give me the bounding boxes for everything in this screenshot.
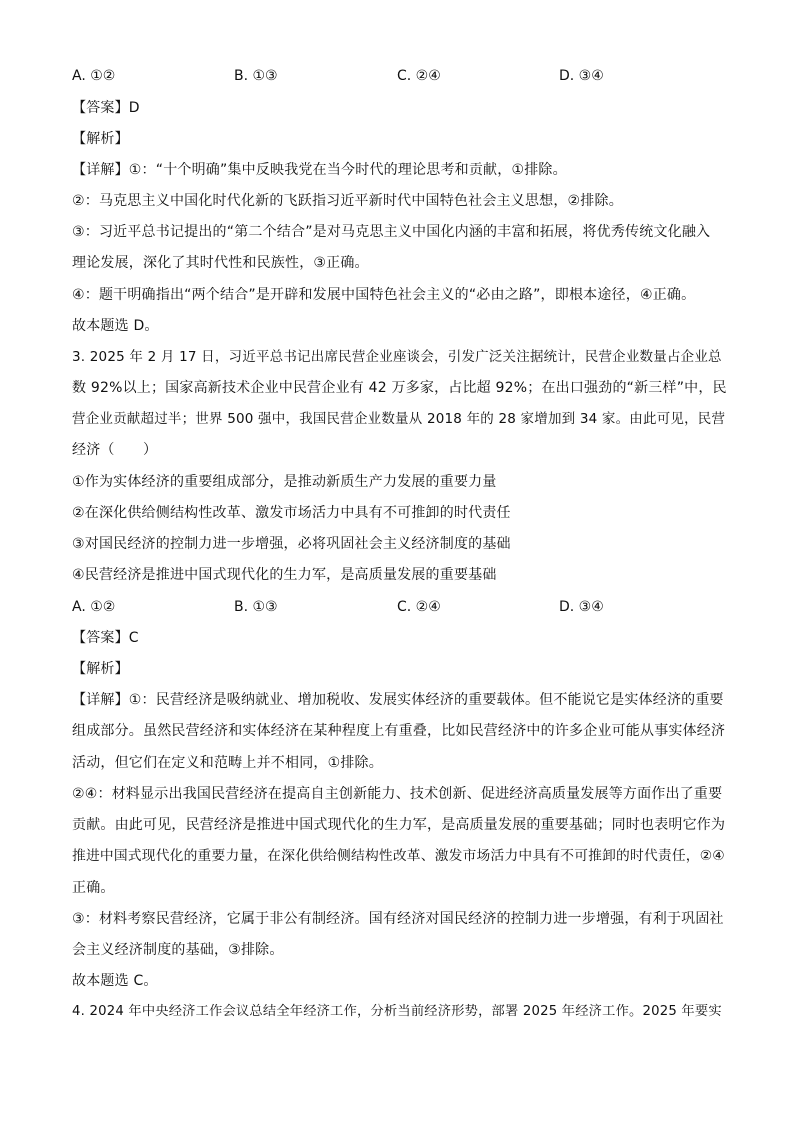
q2-detail-3a: ③：习近平总书记提出的“第二个结合”是对马克思主义中国化内涵的丰富和拓展，将优秀传统文化融入 [72,224,711,240]
q3-item-3: ③对国民经济的控制力进一步增强，必将巩固社会主义经济制度的基础 [72,536,511,552]
q3-conclusion: 故本题选 C。 [72,973,158,989]
q2-detail-2: ②：马克思主义中国化时代化新的飞跃指习近平新时代中国特色社会主义思想，②排除。 [72,193,623,209]
q3-detail-2a: ②④：材料显示出我国民营经济在提高自主创新能力、技术创新、促进经济高质量发展等方面作出了重要 [72,786,723,802]
q3-stem-4: 经济（ ） [72,442,158,458]
q2-option-b: B. ①③ [234,68,278,84]
q4-stem-1: 4. 2024 年中央经济工作会议总结全年经济工作，分析当前经济形势，部署 2025 年经济工作。2025 年要实 [72,1004,722,1019]
q3-detail-1a: 【详解】①：民营经济是吸纳就业、增加税收、发展实体经济的重要载体。但不能说它是实体经济的重要 [72,692,724,708]
q3-option-d: D. ③④ [559,599,604,615]
q3-detail-1c: 活动，但它们在定义和范畴上并不相同，①排除。 [72,755,383,771]
q3-stem-2: 数 92%以上；国家高新技术企业中民营企业有 42 万多家，占比超 92%；在出口强劲的“新三样”中，民 [72,380,727,396]
q2-detail-1: 【详解】①：“十个明确”集中反映我党在当今时代的理论思考和贡献，①排除。 [72,162,567,178]
q3-stem-3: 营企业贡献超过半；世界 500 强中，我国民营企业数量从 2018 年的 28 家增加到 34 家。由此可见，民营 [72,411,726,427]
q3-item-1: ①作为实体经济的重要组成部分，是推动新质生产力发展的重要力量 [72,474,497,490]
q3-detail-1b: 组成部分。虽然民营经济和实体经济在某种程度上有重叠，比如民营经济中的许多企业可能从事实体经济 [72,723,726,739]
q2-detail-3b: 理论发展，深化了其时代性和民族性，③正确。 [72,255,369,271]
q2-options [72,67,727,85]
q2-answer: 【答案】D [72,100,140,116]
q3-option-c: C. ②④ [397,599,441,615]
q3-analysis-tag: 【解析】 [72,661,129,677]
q2-option-c: C. ②④ [397,68,441,84]
q3-detail-3a: ③：材料考察民营经济，它属于非公有制经济。国有经济对国民经济的控制力进一步增强，有利于巩固社 [72,911,724,927]
q2-analysis-tag: 【解析】 [72,131,129,147]
q3-options [72,598,727,616]
q2-option-a: A. ①② [72,68,116,84]
q3-detail-2d: 正确。 [72,880,115,896]
q3-detail-2b: 贡献。由此可见，民营经济是推进中国式现代化的生力军，是高质量发展的重要基础；同时也表明它作为 [72,817,726,833]
q3-answer: 【答案】C [72,630,139,646]
q3-item-4: ④民营经济是推进中国式现代化的生力军，是高质量发展的重要基础 [72,567,497,583]
q3-item-2: ②在深化供给侧结构性改革、激发市场活力中具有不可推卸的时代责任 [72,505,511,521]
q3-detail-3b: 会主义经济制度的基础，③排除。 [72,942,284,958]
q2-conclusion: 故本题选 D。 [72,318,159,334]
q2-detail-4: ④：题干明确指出“两个结合”是开辟和发展中国特色社会主义的“必由之路”，即根本途径，④正确。 [72,287,696,303]
q3-detail-2c: 推进中国式现代化的重要力量，在深化供给侧结构性改革、激发市场活力中具有不可推卸的时代责任，②④ [72,848,725,864]
q2-option-d: D. ③④ [559,68,604,84]
q3-option-a: A. ①② [72,599,116,615]
q3-stem-1: 3. 2025 年 2 月 17 日，习近平总书记出席民营企业座谈会，引发广泛关注据统计，民营企业数量占企业总 [72,349,722,365]
q3-option-b: B. ①③ [234,599,278,615]
